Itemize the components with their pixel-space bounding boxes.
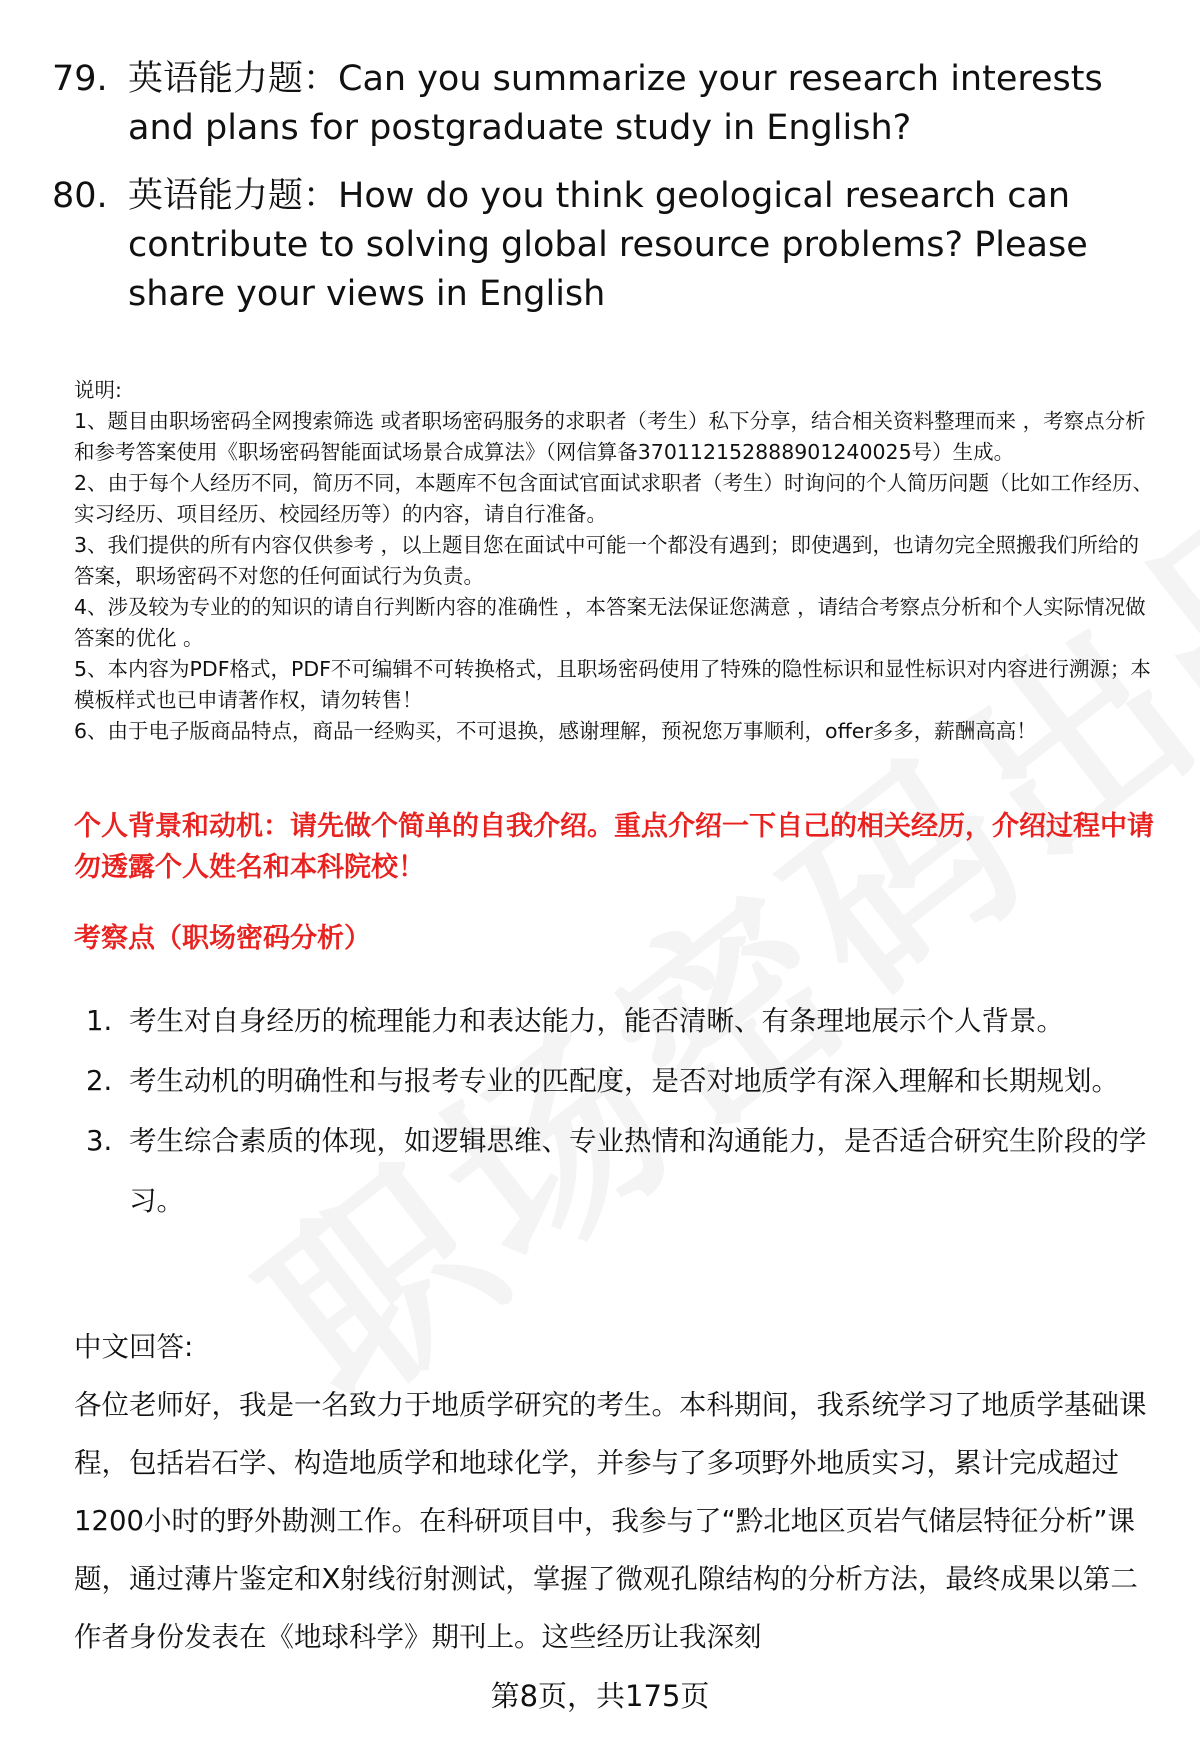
analysis-heading: 考察点（职场密码分析） [74,923,371,954]
interview-question: 个人背景和动机：请先做个简单的自我介绍。重点介绍一下自己的相关经历，介绍过程中请勿透露个人姓名和本科院校！ [74,811,1154,883]
list-number: 1. [86,1005,113,1037]
note-item: 4、涉及较为专业的的知识的请自行判断内容的准确性 ，本答案无法保证您满意 ，请结合考察点分析和个人实际情况做答案的优化 。 [74,595,1146,650]
note-item: 3、我们提供的所有内容仅供参考 ，以上题目您在面试中可能一个都没有遇到；即使遇到，也请勿完全照搬我们所给的答案，职场密码不对您的任何面试行为负责。 [74,533,1140,588]
answer-body: 各位老师好，我是一名致力于地质学研究的考生。本科期间，我系统学习了地质学基础课程，包括岩石学、构造地质学和地球化学，并参与了多项野外地质实习，累计完成超过1200小时的野外勘测工作。在科研项目中，我参与了“黔北地区页岩气储层特征分析”课题，通过薄片鉴定和X射线衍射测试，掌握了微观孔隙结构的分析方法，最终成果以第二作者身份发表在《地球科学》期刊上。这些经历让我深刻 [74,1389,1147,1653]
list-text: 考生动机的明确性和与报考专业的匹配度，是否对地质学有深入理解和长期规划。 [129,1065,1119,1097]
list-item [74,991,1154,1051]
notes-title: 说明: [74,378,122,402]
list-text: 考生综合素质的体现，如逻辑思维、专业热情和沟通能力，是否适合研究生阶段的学习。 [129,1125,1147,1217]
list-number: 3. [86,1125,113,1157]
answer-heading: 中文回答: [74,1331,194,1363]
list-number: 2. [86,1065,113,1097]
note-item: 6、由于电子版商品特点，商品一经购买，不可退换，感谢理解，预祝您万事顺利，offer多多，薪酬高高！ [74,719,1037,743]
question-80 [52,172,1142,319]
question-text: 英语能力题：How do you think geological research can contribute to solving global resource problems? Please share your views in English [128,176,1088,314]
analysis-points [74,991,1154,1231]
answer-section [74,1318,1164,1666]
question-text: 英语能力题：Can you summarize your research interests and plans for postgraduate study in English? [128,59,1103,148]
note-item: 2、由于每个人经历不同，简历不同，本题库不包含面试官面试求职者（考生）时询问的个人简历问题（比如工作经历、实习经历、项目经历、校园经历等）的内容，请自行准备。 [74,471,1154,526]
list-item [74,1051,1154,1111]
notes-section [74,375,1154,747]
question-number: 79. [52,59,108,99]
question-number: 80. [52,176,108,216]
list-item [74,1111,1154,1231]
note-item: 1、题目由职场密码全网搜索筛选 或者职场密码服务的求职者（考生）私下分享，结合相关资料整理而来 ，考察点分析和参考答案使用《职场密码智能面试场景合成算法》（网信算备370112152888901240025号）生成。 [74,409,1146,464]
question-79 [52,55,1142,153]
list-text: 考生对自身经历的梳理能力和表达能力，能否清晰、有条理地展示个人背景。 [129,1005,1064,1037]
note-item: 5、本内容为PDF格式，PDF不可编辑不可转换格式，且职场密码使用了特殊的隐性标识和显性标识对内容进行溯源；本模板样式也已申请著作权，请勿转售！ [74,657,1151,712]
page-number: 第8页，共175页 [490,1679,710,1713]
